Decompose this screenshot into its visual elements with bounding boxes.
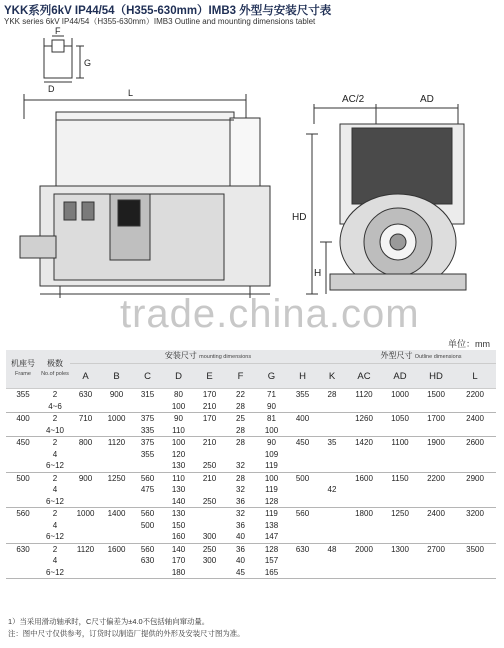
- table-cell: [454, 567, 496, 579]
- table-cell: 560: [287, 508, 318, 520]
- table-cell: 355: [6, 389, 40, 401]
- notes: [8, 616, 245, 640]
- table-cell: 560: [132, 543, 163, 555]
- table-cell: 42: [327, 485, 337, 495]
- table-cell: 800: [70, 437, 101, 449]
- table-cell: [346, 496, 382, 508]
- table-cell: 130: [171, 485, 186, 495]
- table-cell: 210: [194, 437, 225, 449]
- table-cell: 71: [256, 389, 287, 401]
- table-cell: [382, 425, 418, 437]
- col-header: G: [256, 364, 287, 389]
- table-cell: 48: [318, 543, 346, 555]
- table-cell: 2000: [346, 543, 382, 555]
- table-cell: 2400: [418, 508, 454, 520]
- table-cell: 2: [40, 543, 70, 555]
- table-cell: 2200: [454, 389, 496, 401]
- table-cell: 100: [256, 472, 287, 484]
- table-cell: 28: [225, 437, 256, 449]
- table-cell: 28: [236, 425, 245, 435]
- table-cell: [6, 484, 40, 496]
- col-header: C: [132, 364, 163, 389]
- table-row: [6, 460, 496, 472]
- table-cell: 6~12: [45, 532, 65, 542]
- col-header: H: [287, 364, 318, 389]
- table-row: [6, 520, 496, 532]
- table-cell: 119: [256, 508, 287, 520]
- table-cell: [6, 520, 40, 532]
- table-cell: [70, 567, 101, 579]
- table-cell: 40: [236, 532, 245, 542]
- table-cell: 40: [236, 556, 245, 566]
- label-ac2: AC/2: [342, 94, 365, 105]
- table-cell: [318, 508, 346, 520]
- table-cell: [454, 496, 496, 508]
- label-f: F: [55, 26, 61, 36]
- table-cell: [454, 449, 496, 461]
- table-cell: 3500: [454, 543, 496, 555]
- col-header: A: [70, 364, 101, 389]
- table-cell: 2400: [454, 413, 496, 425]
- table-row: [6, 531, 496, 543]
- table-cell: [6, 531, 40, 543]
- table-cell: 2700: [418, 543, 454, 555]
- table-cell: 2600: [454, 437, 496, 449]
- table-cell: 138: [264, 520, 279, 530]
- table-cell: [382, 496, 418, 508]
- table-cell: [318, 413, 346, 425]
- col-header: K: [318, 364, 346, 389]
- table-cell: 128: [264, 496, 279, 506]
- table-cell: 6~12: [45, 461, 65, 471]
- table-cell: 1150: [382, 472, 418, 484]
- table-cell: 1500: [418, 389, 454, 401]
- table-cell: [6, 449, 40, 461]
- table-cell: 1600: [101, 543, 132, 555]
- table-cell: [346, 425, 382, 437]
- table-cell: [346, 531, 382, 543]
- dimensions-table: [6, 350, 496, 579]
- table-cell: [454, 425, 496, 437]
- table-cell: 32: [236, 461, 245, 471]
- table-cell: 900: [101, 389, 132, 401]
- table-cell: 1250: [101, 472, 132, 484]
- table-cell: 180: [163, 567, 194, 579]
- outline-group-header: 外型尺寸 Outline dimensions: [346, 350, 496, 364]
- table-cell: [132, 531, 163, 543]
- motor-outline-drawing: [0, 24, 504, 324]
- table-cell: [194, 449, 225, 461]
- table-cell: [194, 425, 225, 437]
- table-cell: 250: [194, 543, 225, 555]
- table-cell: 90: [267, 401, 276, 411]
- table-row: [6, 401, 496, 413]
- table-cell: [6, 425, 40, 437]
- table-cell: 3200: [454, 508, 496, 520]
- table-cell: 375: [132, 437, 163, 449]
- table-cell: 475: [140, 485, 155, 495]
- table-cell: [418, 555, 454, 567]
- table-cell: 4: [52, 485, 58, 495]
- table-cell: [382, 520, 418, 532]
- table-cell: 100: [264, 425, 279, 435]
- table-cell: [287, 401, 318, 413]
- table-cell: 4: [52, 449, 58, 459]
- table-row: [6, 413, 496, 425]
- table-cell: 2: [40, 472, 70, 484]
- table-cell: [418, 401, 454, 413]
- table-cell: 450: [6, 437, 40, 449]
- table-cell: 140: [171, 496, 186, 506]
- table-cell: 4: [52, 556, 58, 566]
- table-cell: [318, 449, 346, 461]
- table-cell: 1120: [346, 389, 382, 401]
- table-cell: [101, 401, 132, 413]
- label-d: D: [48, 84, 55, 94]
- col-header: L: [454, 364, 496, 389]
- table-cell: [101, 496, 132, 508]
- table-cell: [70, 555, 101, 567]
- table-cell: 28: [318, 389, 346, 401]
- table-cell: [287, 460, 318, 472]
- table-cell: 90: [163, 413, 194, 425]
- table-cell: 630: [70, 389, 101, 401]
- table-cell: 500: [287, 472, 318, 484]
- table-cell: 170: [194, 389, 225, 401]
- table-cell: [70, 520, 101, 532]
- table-cell: 560: [132, 472, 163, 484]
- page-subtitle: YKK series 6kV IP44/54（H355-630mm）IMB3 Outline and mounting dimensions tablet: [4, 17, 316, 26]
- table-cell: [454, 401, 496, 413]
- table-cell: 1400: [101, 508, 132, 520]
- frame-header: 机座号 Frame: [6, 350, 40, 389]
- table-cell: 2900: [454, 472, 496, 484]
- table-cell: 1000: [70, 508, 101, 520]
- table-cell: [194, 484, 225, 496]
- table-cell: [318, 531, 346, 543]
- table-cell: 35: [318, 437, 346, 449]
- table-cell: 100: [163, 437, 194, 449]
- dimensions-table-body: [6, 389, 496, 579]
- table-cell: [287, 484, 318, 496]
- table-cell: 4~6: [48, 401, 62, 411]
- table-cell: 1300: [382, 543, 418, 555]
- watermark: trade.china.com: [120, 292, 420, 336]
- table-cell: [132, 401, 163, 413]
- table-cell: 1100: [382, 437, 418, 449]
- table-cell: [382, 449, 418, 461]
- table-cell: 6~12: [40, 567, 70, 579]
- table-cell: 28: [236, 401, 245, 411]
- table-cell: 25: [225, 413, 256, 425]
- motor-front-view: [306, 104, 466, 294]
- table-cell: [101, 460, 132, 472]
- mount-group-header: 安装尺寸 mounting dimensions: [70, 350, 346, 364]
- col-header: E: [194, 364, 225, 389]
- table-cell: 36: [236, 520, 245, 530]
- table-cell: 630: [140, 556, 155, 566]
- table-cell: 157: [264, 556, 279, 566]
- table-cell: [346, 567, 382, 579]
- label-l: L: [128, 88, 134, 98]
- table-cell: [287, 496, 318, 508]
- poles-header: 极数 No.of poles: [40, 350, 70, 389]
- poles-header-en: No.of poles: [41, 371, 69, 377]
- table-row: [6, 484, 496, 496]
- table-cell: 170: [194, 413, 225, 425]
- col-header: B: [101, 364, 132, 389]
- table-cell: [418, 425, 454, 437]
- table-cell: 4: [52, 520, 58, 530]
- table-cell: 2: [40, 508, 70, 520]
- table-cell: [6, 460, 40, 472]
- table-cell: 300: [202, 556, 217, 566]
- table-cell: [318, 472, 346, 484]
- table-cell: [6, 567, 40, 579]
- table-cell: [454, 531, 496, 543]
- table-cell: [346, 401, 382, 413]
- table-cell: 1700: [418, 413, 454, 425]
- table-cell: [70, 460, 101, 472]
- table-cell: 400: [287, 413, 318, 425]
- label-g: G: [84, 58, 92, 68]
- table-cell: [346, 449, 382, 461]
- table-cell: 315: [132, 389, 163, 401]
- table-cell: 1260: [346, 413, 382, 425]
- table-cell: [418, 449, 454, 461]
- table-cell: [418, 567, 454, 579]
- table-cell: [382, 401, 418, 413]
- table-row: [6, 543, 496, 555]
- col-header: F: [225, 364, 256, 389]
- table-cell: [318, 567, 346, 579]
- table-cell: [318, 496, 346, 508]
- table-cell: [318, 401, 346, 413]
- table-cell: 140: [163, 543, 194, 555]
- page-title: YKK系列6kV IP44/54（H355-630mm）IMB3 外型与安装尺寸表: [4, 5, 332, 17]
- table-cell: 375: [132, 413, 163, 425]
- table-cell: 81: [256, 413, 287, 425]
- table-row: [6, 496, 496, 508]
- table-cell: 560: [6, 508, 40, 520]
- table-cell: 109: [264, 449, 279, 459]
- table-cell: 119: [265, 485, 278, 495]
- table-cell: [454, 520, 496, 532]
- table-cell: 100: [171, 401, 186, 411]
- table-cell: [287, 555, 318, 567]
- table-cell: [101, 449, 132, 461]
- table-row: [6, 567, 496, 579]
- table-cell: [287, 531, 318, 543]
- table-cell: 6~12: [45, 496, 65, 506]
- table-cell: [346, 460, 382, 472]
- table-cell: 170: [171, 556, 186, 566]
- table-cell: 355: [140, 449, 155, 459]
- note-line: 注：图中尺寸仅供参考，订货时以制造厂提供的外形及安装尺寸图为准。: [8, 629, 245, 638]
- table-cell: 36: [225, 543, 256, 555]
- table-cell: [101, 567, 132, 579]
- table-cell: 1900: [418, 437, 454, 449]
- table-cell: [70, 401, 101, 413]
- table-cell: [6, 555, 40, 567]
- table-cell: [454, 484, 496, 496]
- table-cell: 147: [264, 532, 279, 542]
- frame-header-en: Frame: [15, 371, 31, 377]
- shaft-key-detail: [44, 36, 84, 82]
- table-cell: [194, 520, 225, 532]
- table-row: [6, 555, 496, 567]
- label-h: H: [314, 268, 322, 279]
- col-header: HD: [418, 364, 454, 389]
- table-cell: 210: [202, 401, 217, 411]
- col-header: AC: [346, 364, 382, 389]
- motor-side-view: [20, 112, 270, 298]
- table-cell: 36: [236, 496, 245, 506]
- table-cell: 2: [40, 389, 70, 401]
- label-ad: AD: [420, 94, 434, 105]
- table-cell: [101, 520, 132, 532]
- table-cell: 2200: [418, 472, 454, 484]
- table-cell: 2: [40, 437, 70, 449]
- table-cell: 900: [70, 472, 101, 484]
- table-cell: 32: [225, 508, 256, 520]
- table-cell: [318, 555, 346, 567]
- table-row: [6, 449, 496, 461]
- table-cell: [287, 449, 318, 461]
- table-cell: 130: [171, 461, 186, 471]
- table-cell: [70, 484, 101, 496]
- table-cell: [418, 531, 454, 543]
- table-cell: [418, 460, 454, 472]
- table-cell: [318, 460, 346, 472]
- table-cell: 165: [256, 567, 287, 579]
- table-cell: 1420: [346, 437, 382, 449]
- table-cell: 630: [287, 543, 318, 555]
- table-cell: 1120: [101, 437, 132, 449]
- table-cell: [346, 484, 382, 496]
- table-cell: [382, 531, 418, 543]
- table-cell: 130: [163, 508, 194, 520]
- table-cell: 710: [70, 413, 101, 425]
- col-header: D: [163, 364, 194, 389]
- table-row: [6, 389, 496, 401]
- table-cell: 2: [40, 413, 70, 425]
- table-cell: 110: [163, 472, 194, 484]
- table-cell: [225, 449, 256, 461]
- table-cell: [132, 567, 163, 579]
- table-cell: 1000: [101, 413, 132, 425]
- table-cell: [287, 425, 318, 437]
- table-cell: [318, 520, 346, 532]
- table-cell: [382, 567, 418, 579]
- table-cell: 160: [171, 532, 186, 542]
- table-cell: 80: [163, 389, 194, 401]
- table-cell: [70, 425, 101, 437]
- table-cell: 32: [236, 485, 245, 495]
- table-cell: [418, 484, 454, 496]
- table-cell: [346, 520, 382, 532]
- table-cell: 4~10: [45, 425, 65, 435]
- table-cell: 1600: [346, 472, 382, 484]
- table-cell: 250: [202, 461, 217, 471]
- table-cell: 500: [140, 520, 155, 530]
- table-cell: 1120: [70, 543, 101, 555]
- table-cell: 450: [287, 437, 318, 449]
- table-cell: 1050: [382, 413, 418, 425]
- table-cell: 90: [256, 437, 287, 449]
- table-cell: [318, 425, 346, 437]
- table-cell: [382, 484, 418, 496]
- table-cell: [70, 496, 101, 508]
- table-cell: 250: [202, 496, 217, 506]
- table-row: [6, 425, 496, 437]
- table-cell: 119: [265, 461, 278, 471]
- table-cell: 128: [256, 543, 287, 555]
- table-cell: [454, 460, 496, 472]
- table-cell: [101, 425, 132, 437]
- table-cell: [70, 449, 101, 461]
- table-cell: 120: [171, 449, 186, 459]
- table-cell: 22: [225, 389, 256, 401]
- table-cell: 110: [172, 425, 185, 435]
- table-cell: [382, 555, 418, 567]
- table-cell: [418, 520, 454, 532]
- table-row: [6, 437, 496, 449]
- unit-label: 单位：mm: [448, 339, 490, 349]
- table-cell: [194, 567, 225, 579]
- table-cell: [287, 567, 318, 579]
- table-cell: [382, 460, 418, 472]
- table-cell: [6, 401, 40, 413]
- table-cell: [6, 496, 40, 508]
- table-cell: 630: [6, 543, 40, 555]
- table-cell: 1000: [382, 389, 418, 401]
- table-cell: 500: [6, 472, 40, 484]
- table-cell: 560: [132, 508, 163, 520]
- table-cell: 28: [225, 472, 256, 484]
- table-cell: [132, 460, 163, 472]
- table-cell: 335: [140, 425, 155, 435]
- note-line: 1）当采用滑动轴承时，C尺寸偏差为±4.0不包括轴向窜动量。: [8, 617, 210, 626]
- table-cell: [101, 531, 132, 543]
- table-cell: [454, 555, 496, 567]
- label-hd: HD: [292, 212, 307, 223]
- col-header: AD: [382, 364, 418, 389]
- table-cell: [346, 555, 382, 567]
- table-cell: [132, 496, 163, 508]
- table-row: [6, 472, 496, 484]
- table-cell: 400: [6, 413, 40, 425]
- table-cell: [418, 496, 454, 508]
- table-cell: 1250: [382, 508, 418, 520]
- table-cell: [194, 508, 225, 520]
- table-cell: [101, 484, 132, 496]
- table-cell: [287, 520, 318, 532]
- table-row: [6, 508, 496, 520]
- table-cell: 210: [194, 472, 225, 484]
- table-cell: 355: [287, 389, 318, 401]
- table-cell: 45: [225, 567, 256, 579]
- table-cell: 1800: [346, 508, 382, 520]
- table-cell: [70, 531, 101, 543]
- table-cell: 300: [202, 532, 217, 542]
- table-cell: [101, 555, 132, 567]
- table-cell: 150: [171, 520, 186, 530]
